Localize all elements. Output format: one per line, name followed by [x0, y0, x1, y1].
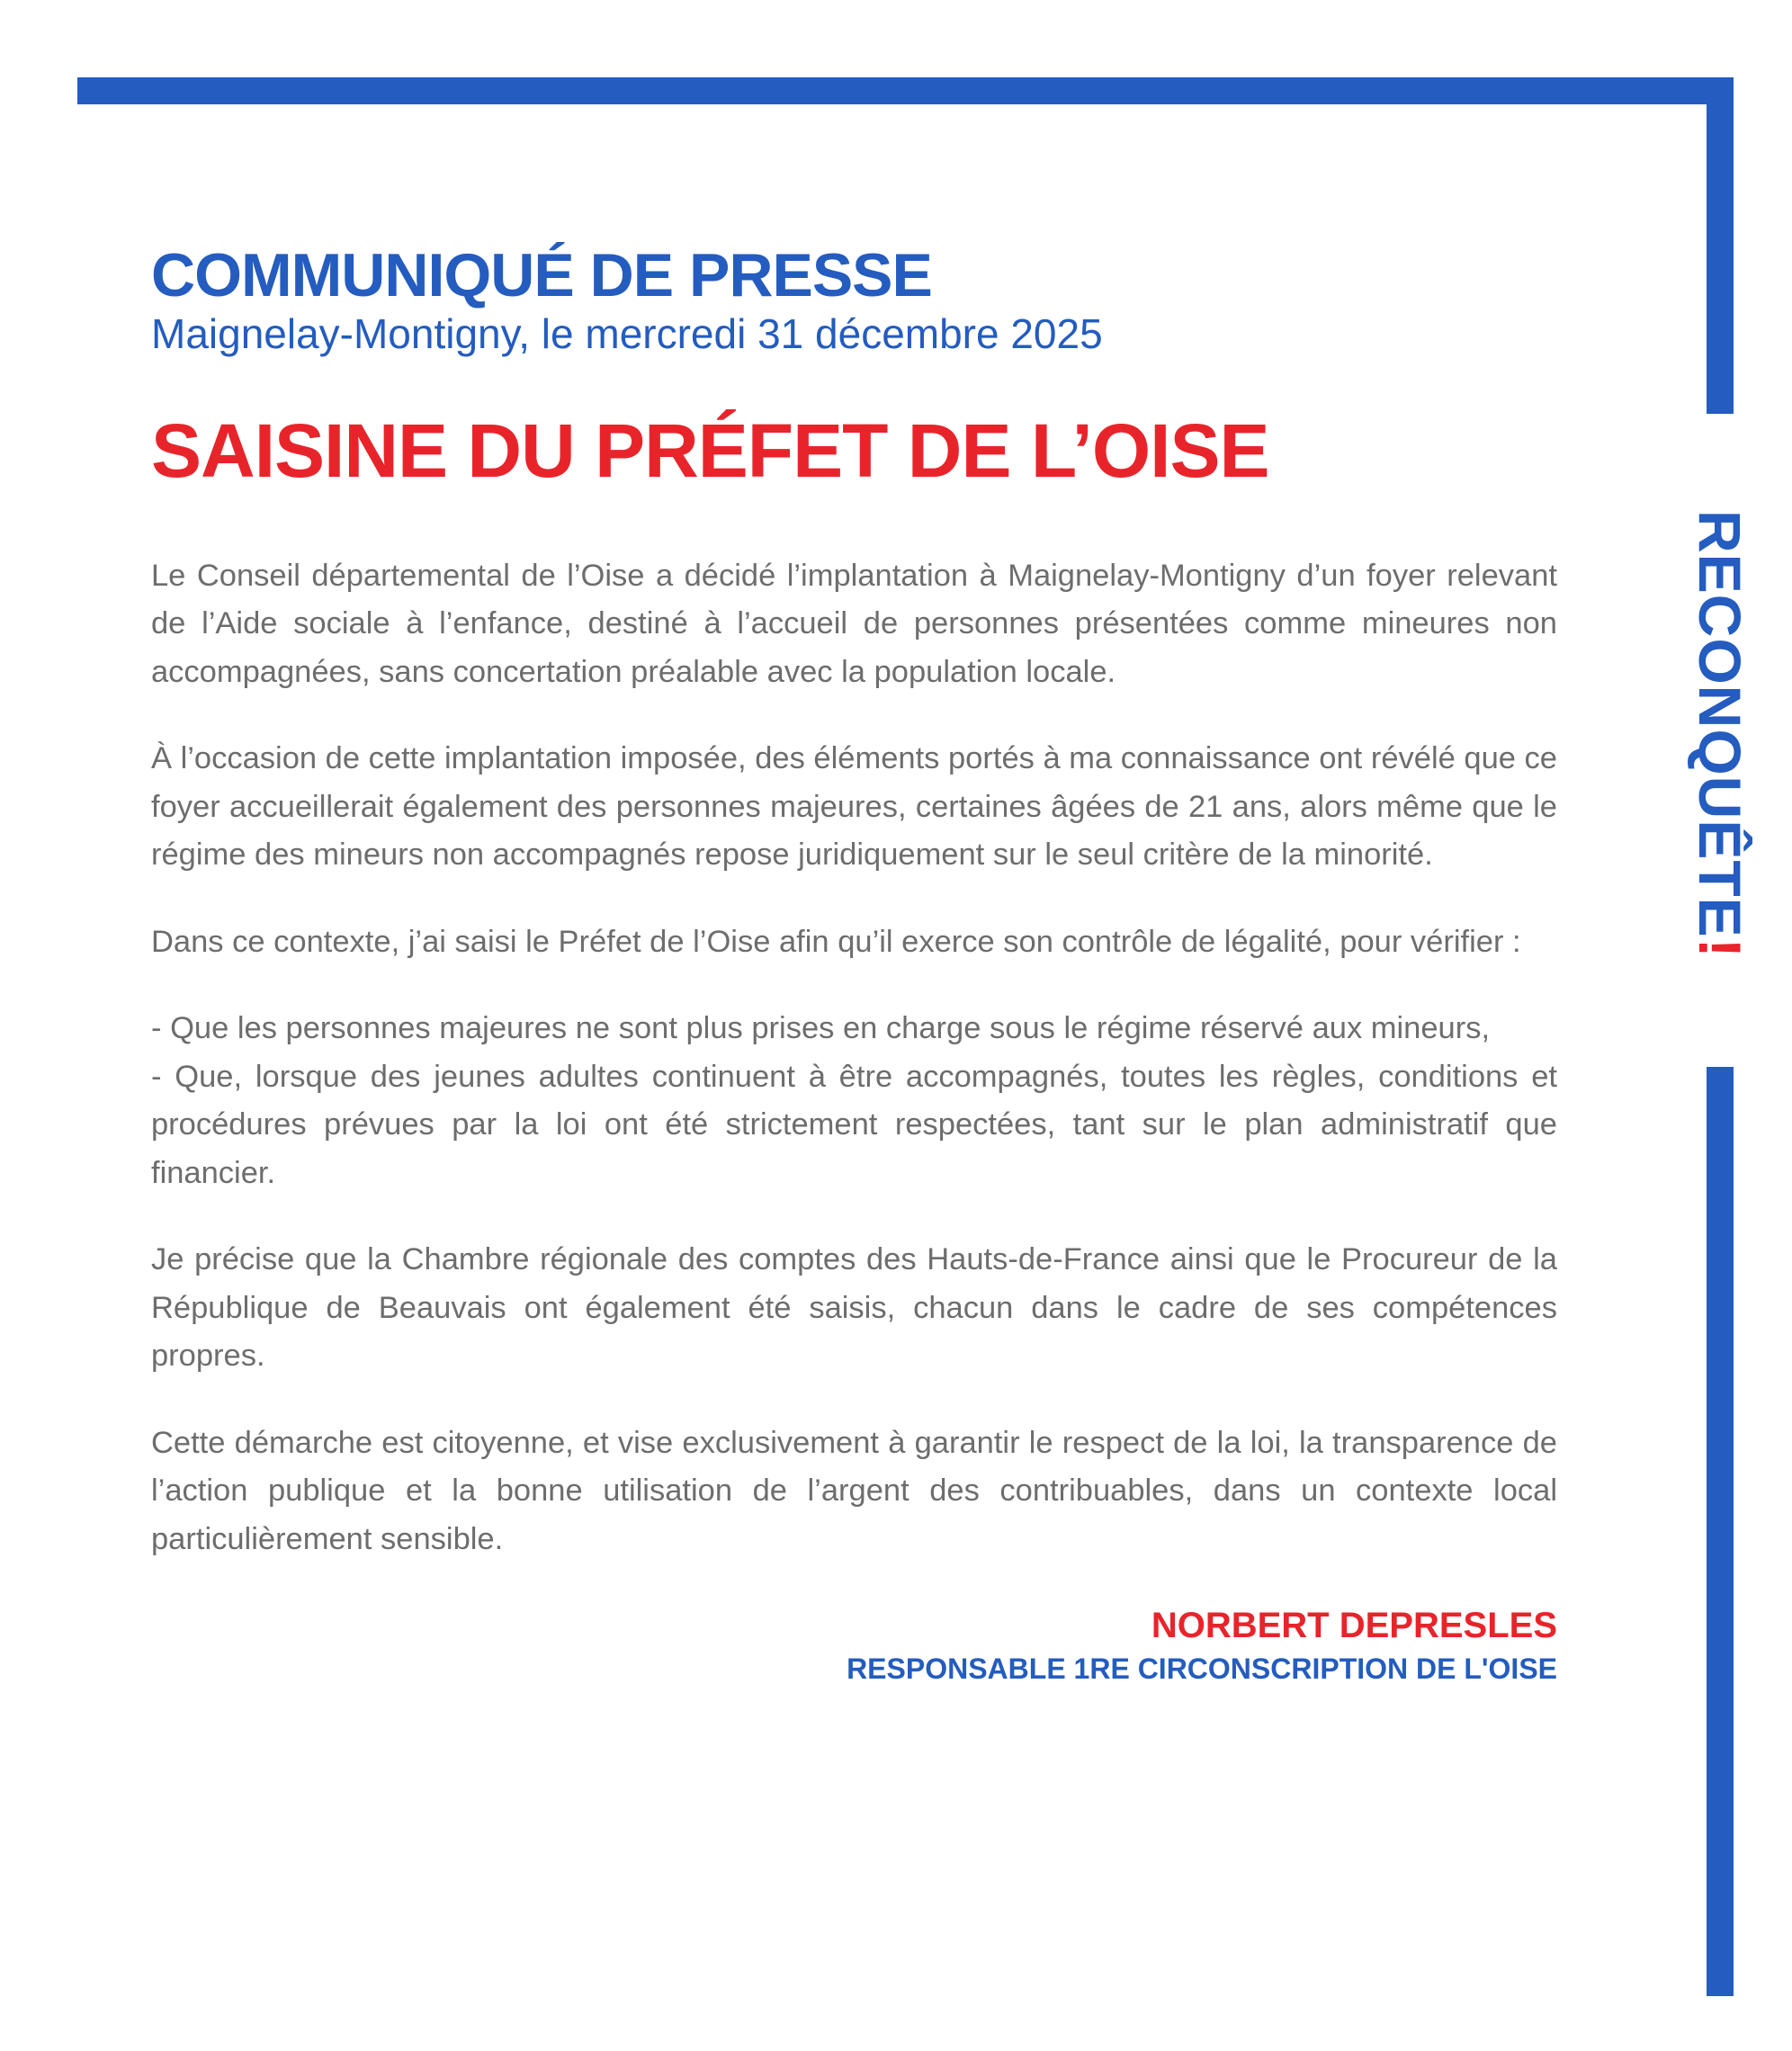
- paragraph: À l’occasion de cette implantation imposée, des éléments portés à ma connaissance ont révélé que ce foyer accueillerait également des personnes majeures, certaines âgées de 21 ans, alors même que le régime des mineurs non accompagnés repose juridiquement sur le seul critère de la minorité.: [151, 741, 1557, 873]
- signatory-role: RESPONSABLE 1RE CIRCONSCRIPTION DE L'OISE: [847, 1652, 1557, 1686]
- frame-right-bar-lower: [1707, 1067, 1734, 1996]
- paragraph: Cette démarche est citoyenne, et vise exclusivement à garantir le respect de la loi, la transparence de l’action publique et la bonne utilisation de l’argent des contribuables, dans un contexte local particulièrement sensible.: [151, 1425, 1557, 1556]
- dateline: Maignelay-Montigny, le mercredi 31 décembre 2025: [151, 310, 1103, 358]
- list-item: - Que les personnes majeures ne sont plus prises en charge sous le régime réservé aux mineurs,: [151, 1011, 1491, 1046]
- brand-logo: [1687, 510, 1753, 959]
- page-title: SAISINE DU PRÉFET DE L’OISE: [151, 408, 1269, 494]
- list-item: - Que, lorsque des jeunes adultes continuent à être accompagnés, toutes les règles, conditions et procédures prévues par la loi ont été strictement respectées, tant sur le plan administratif que financier.: [151, 1059, 1557, 1190]
- signatory-name: NORBERT DEPRESLES: [1151, 1606, 1557, 1646]
- brand-logo-mark: !: [1687, 937, 1753, 959]
- paragraph: Je précise que la Chambre régionale des comptes des Hauts-de-France ainsi que le Procureur de la République de Beauvais ont également été saisis, chacun dans le cadre de ses compétences propres.: [151, 1242, 1557, 1374]
- frame-top-bar: [77, 77, 1734, 104]
- body-text: [151, 552, 1557, 1564]
- frame-right-bar-upper: [1707, 77, 1734, 414]
- paragraph: Le Conseil départemental de l’Oise a décidé l’implantation à Maignelay-Montigny d’un foyer relevant de l’Aide sociale à l’enfance, destiné à l’accueil de personnes présentées comme mineures non accompagnées, sans concertation préalable avec la population locale.: [151, 558, 1557, 689]
- press-release: [151, 241, 1557, 1689]
- paragraph: Dans ce contexte, j’ai saisi le Préfet de l’Oise afin qu’il exerce son contrôle de légalité, pour vérifier :: [151, 924, 1521, 959]
- signature-block: [151, 1602, 1557, 1689]
- document-kicker: COMMUNIQUÉ DE PRESSE: [151, 241, 932, 309]
- brand-logo-text: RECONQUÊTE: [1687, 510, 1753, 938]
